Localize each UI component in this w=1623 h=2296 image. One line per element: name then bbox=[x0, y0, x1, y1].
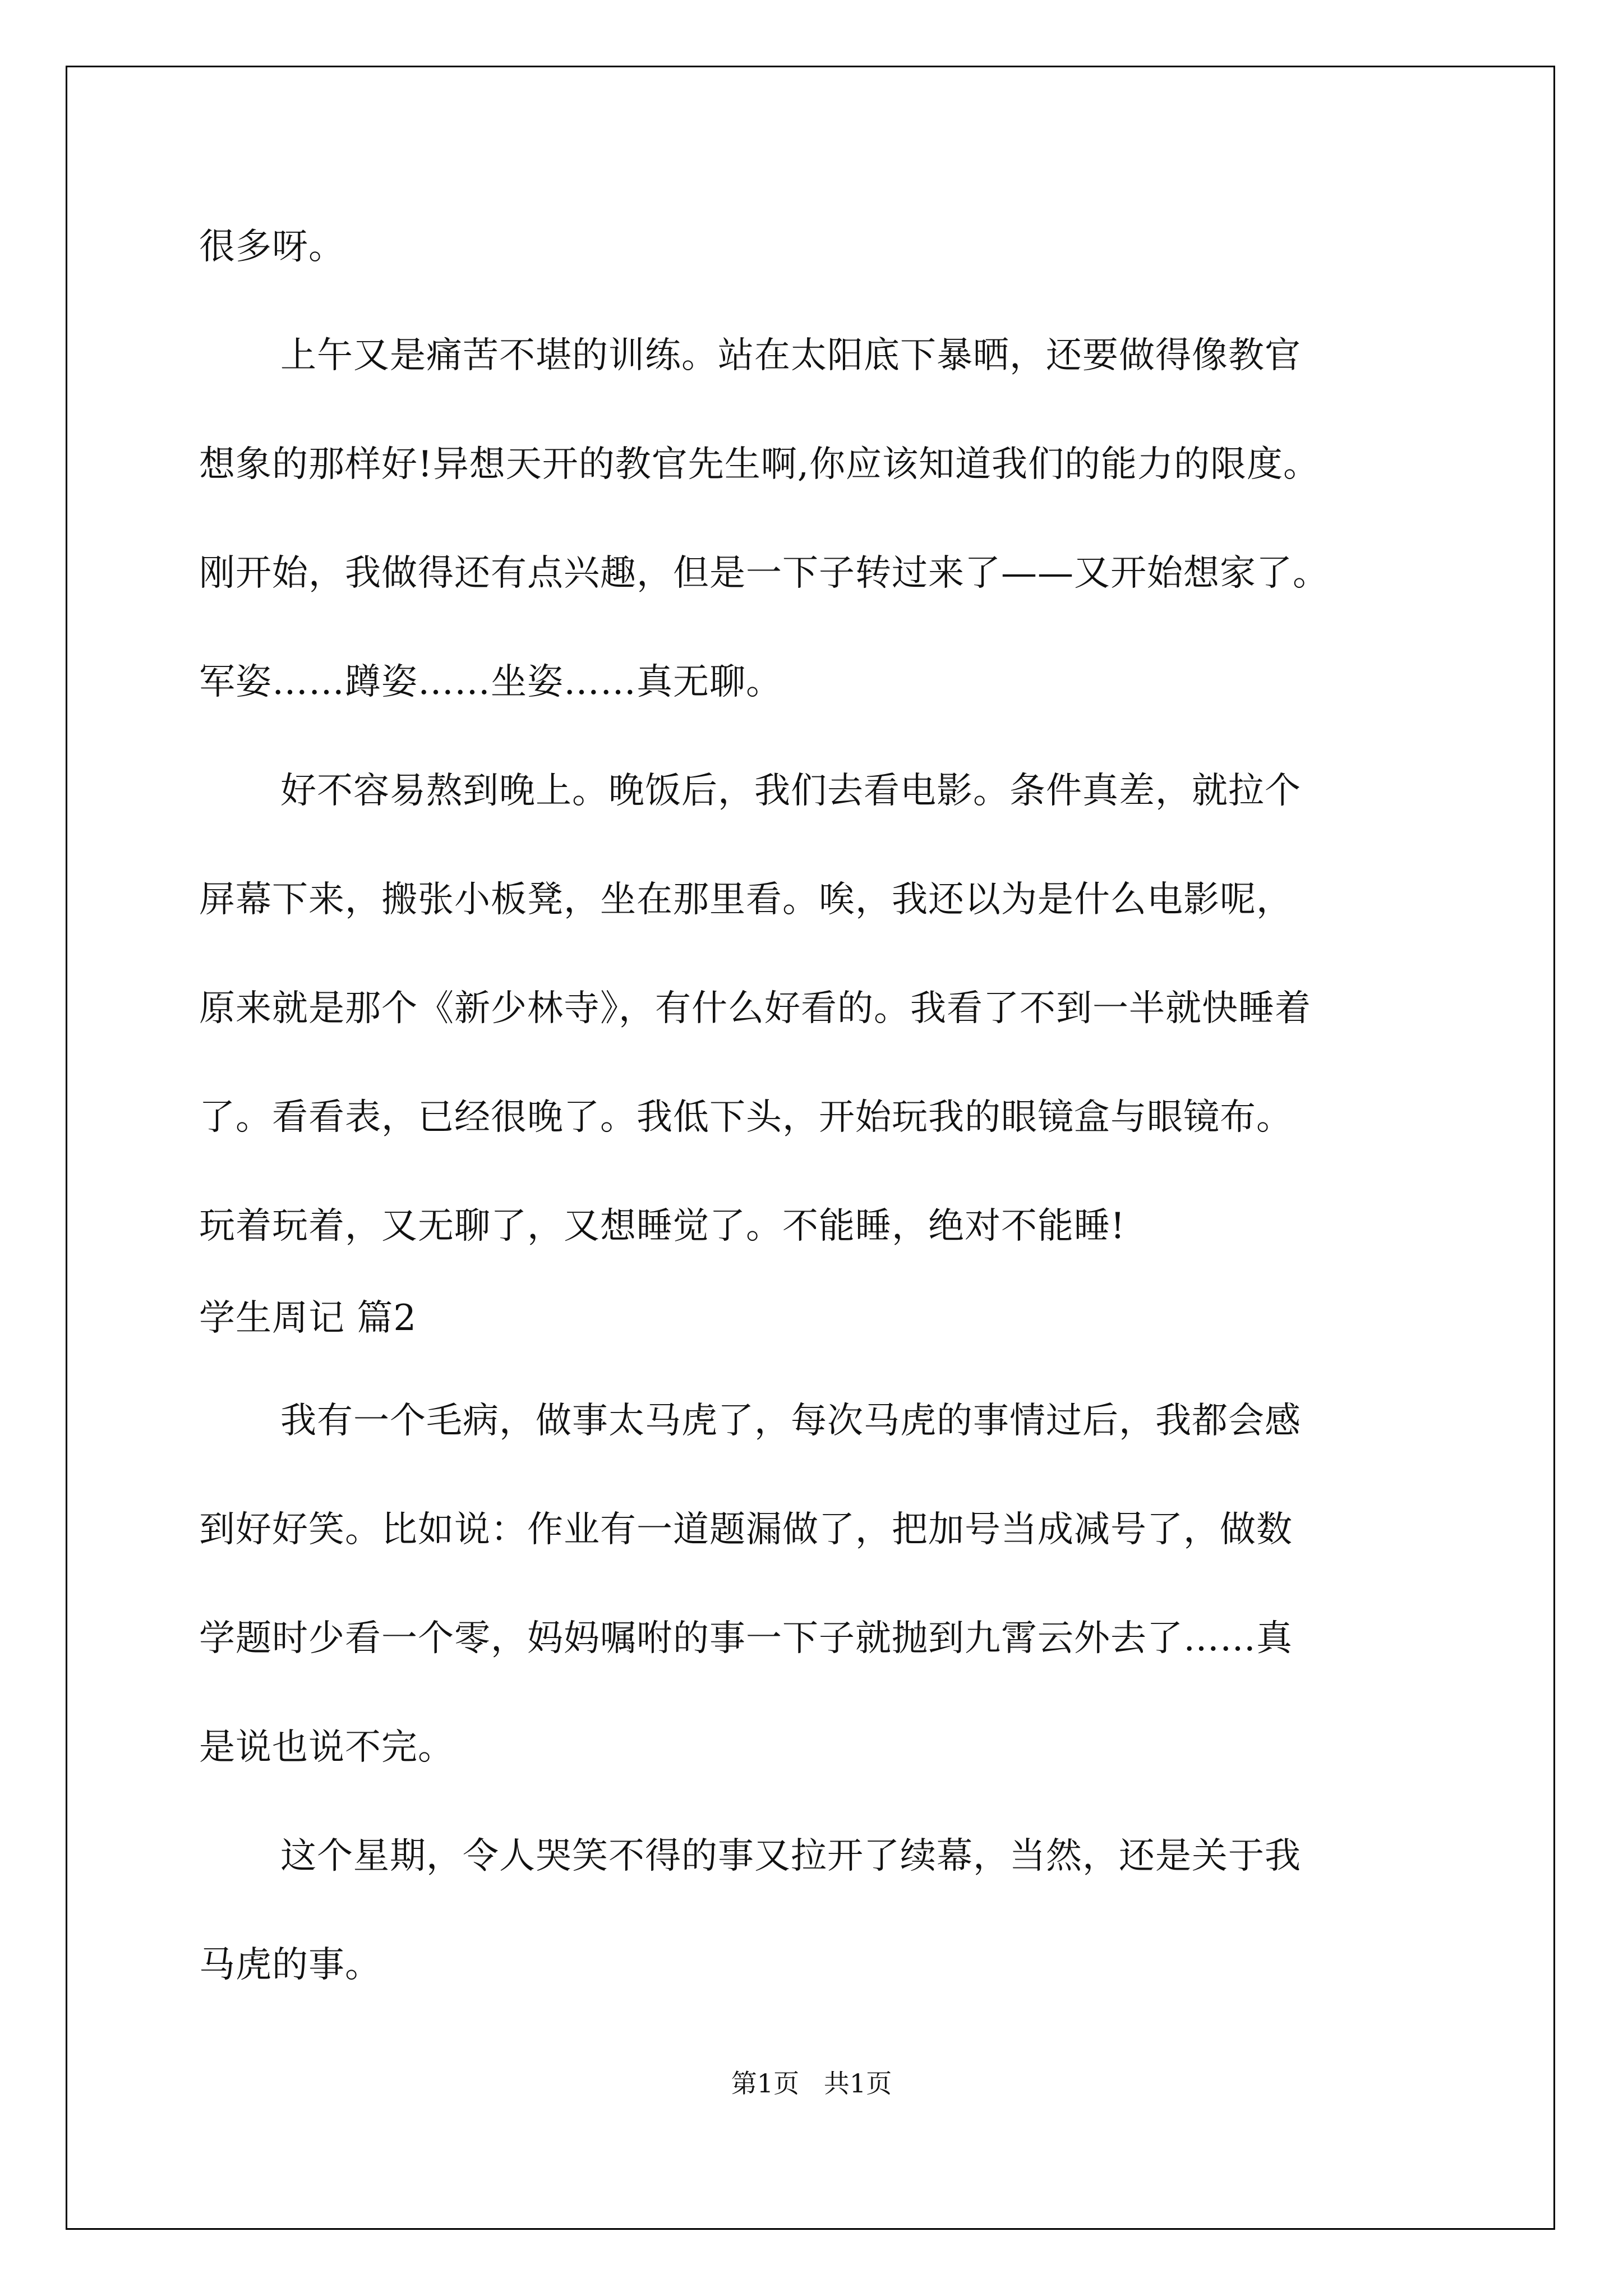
paragraph-line: 上午又是痛苦不堪的训练。站在太阳底下暴晒，还要做得像教官 bbox=[280, 335, 1301, 376]
paragraph-line: 军姿……蹲姿……坐姿……真无聊。 bbox=[199, 661, 782, 703]
paragraph-line: 原来就是那个《新少林寺》，有什么好看的。我看了不到一半就快睡着 bbox=[199, 988, 1311, 1029]
page-number-footer: 第1页 共1页 bbox=[731, 2068, 892, 2099]
section-heading: 学生周记 篇2 bbox=[199, 1297, 417, 1339]
paragraph-line: 是说也说不完。 bbox=[199, 1727, 454, 1768]
paragraph-line: 到好好笑。比如说：作业有一道题漏做了，把加号当成减号了，做数 bbox=[199, 1509, 1293, 1550]
paragraph-line: 我有一个毛病，做事太马虎了，每次马虎的事情过后，我都会感 bbox=[280, 1400, 1301, 1442]
paragraph-line: 这个星期，令人哭笑不得的事又拉开了续幕，当然，还是关于我 bbox=[280, 1835, 1301, 1877]
paragraph-line: 屏幕下来，搬张小板凳，坐在那里看。唉，我还以为是什么电影呢， bbox=[199, 879, 1293, 921]
paragraph-line: 想象的那样好!异想天开的教官先生啊,你应该知道我们的能力的限度。 bbox=[199, 444, 1320, 485]
paragraph-line: 好不容易熬到晚上。晚饭后，我们去看电影。条件真差，就拉个 bbox=[280, 770, 1301, 812]
page-border bbox=[66, 66, 1555, 2230]
paragraph-line: 马虎的事。 bbox=[199, 1944, 381, 1986]
paragraph-line: 玩着玩着，又无聊了，又想睡觉了。不能睡，绝对不能睡! bbox=[199, 1205, 1126, 1247]
paragraph-line: 了。看看表，已经很晚了。我低下头，开始玩我的眼镜盒与眼镜布。 bbox=[199, 1097, 1293, 1138]
paragraph-line: 刚开始，我做得还有点兴趣，但是一下子转过来了——又开始想家了。 bbox=[199, 553, 1329, 594]
paragraph-line: 学题时少看一个零，妈妈嘱咐的事一下子就抛到九霄云外去了……真 bbox=[199, 1618, 1293, 1659]
paragraph-line: 很多呀。 bbox=[199, 226, 345, 268]
